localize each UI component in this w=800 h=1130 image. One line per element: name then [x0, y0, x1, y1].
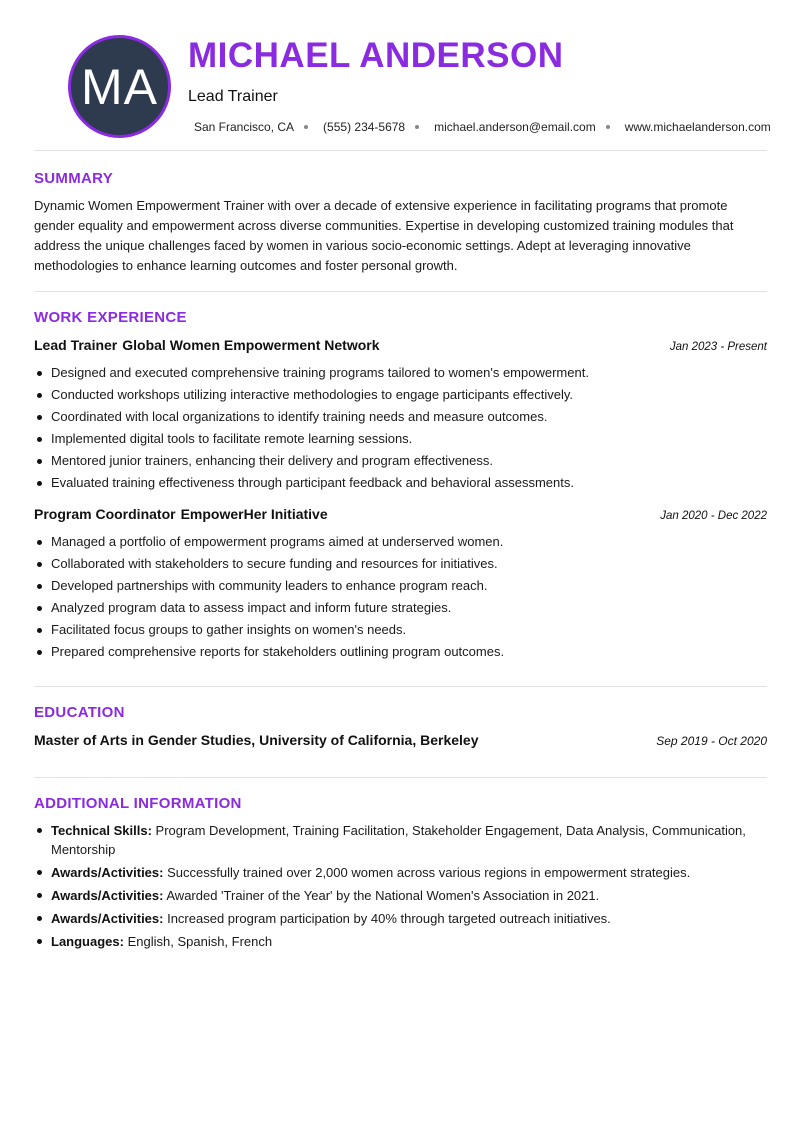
avatar-initials: MA [81, 58, 158, 115]
bullet-item: Collaborated with stakeholders to secure funding and resources for initiatives. [34, 553, 767, 575]
bullet-item: Prepared comprehensive reports for stakeholders outlining program outcomes. [34, 641, 767, 663]
contact-line [194, 120, 771, 134]
contact-website[interactable]: www.michaelanderson.com [624, 120, 771, 134]
info-label: Awards/Activities: [51, 888, 164, 903]
job-dates: Jan 2020 - Dec 2022 [660, 510, 767, 522]
info-item [34, 886, 767, 905]
separator-dot [415, 125, 419, 129]
info-item [34, 909, 767, 928]
info-text: Increased program participation by 40% through targeted outreach initiatives. [167, 911, 611, 926]
job-dates: Jan 2023 - Present [669, 341, 767, 353]
bullet-item: Designed and executed comprehensive training programs tailored to women's empowerment. [34, 362, 767, 384]
job-header [34, 506, 767, 526]
job-bullets [34, 362, 767, 494]
job-position: Lead Trainer [34, 337, 118, 353]
info-item [34, 821, 767, 859]
candidate-role: Lead Trainer [188, 88, 278, 105]
work-experience-heading: WORK EXPERIENCE [34, 309, 187, 326]
job-entry [34, 337, 767, 494]
contact-email[interactable]: michael.anderson@email.com [434, 120, 596, 134]
contact-location: San Francisco, CA [194, 120, 295, 134]
job-entry [34, 506, 767, 663]
avatar [68, 35, 171, 138]
info-text: Successfully trained over 2,000 women across various regions in empowerment strategies. [167, 865, 691, 880]
separator-dot [304, 125, 308, 129]
bullet-item: Analyzed program data to assess impact and inform future strategies. [34, 597, 767, 619]
job-title [34, 337, 380, 353]
info-item [34, 863, 767, 882]
job-header [34, 337, 767, 357]
section-divider [34, 777, 767, 778]
job-title [34, 506, 328, 522]
bullet-item: Implemented digital tools to facilitate remote learning sessions. [34, 428, 767, 450]
bullet-item: Facilitated focus groups to gather insights on women's needs. [34, 619, 767, 641]
summary-text: Dynamic Women Empowerment Trainer with over a decade of extensive experience in facilitating programs that promote gender equality and empowerment across diverse communities. Expertise in developing customized training modules that address the unique challenges faced by women in various socio-economic settings. Adept at leveraging innovative methodologies to enhance learning outcomes and foster personal growth. [34, 198, 734, 273]
education-degree: Master of Arts in Gender Studies, University of California, Berkeley [34, 732, 479, 748]
additional-info-heading: ADDITIONAL INFORMATION [34, 795, 242, 812]
info-label: Awards/Activities: [51, 911, 164, 926]
resume-header [34, 0, 771, 150]
bullet-item: Developed partnerships with community leaders to enhance program reach. [34, 575, 767, 597]
contact-phone: (555) 234-5678 [323, 120, 406, 134]
job-company: EmpowerHer Initiative [180, 506, 328, 522]
bullet-item: Evaluated training effectiveness through participant feedback and behavioral assessments. [34, 472, 767, 494]
info-text: Program Development, Training Facilitation, Stakeholder Engagement, Data Analysis, Communication, Mentorship [51, 823, 746, 857]
bullet-item: Managed a portfolio of empowerment programs aimed at underserved women. [34, 531, 767, 553]
info-text: Awarded 'Trainer of the Year' by the National Women's Association in 2021. [166, 888, 600, 903]
section-divider [34, 686, 767, 687]
separator-dot [606, 125, 610, 129]
summary-heading: SUMMARY [34, 170, 114, 187]
education-entry [34, 732, 767, 748]
info-text: English, Spanish, French [127, 934, 273, 949]
candidate-name: MICHAEL ANDERSON [188, 36, 564, 75]
info-label: Technical Skills: [51, 823, 152, 838]
section-divider [34, 291, 767, 292]
job-bullets [34, 531, 767, 663]
education-heading: EDUCATION [34, 704, 125, 721]
info-item [34, 932, 767, 951]
job-company: Global Women Empowerment Network [122, 337, 380, 353]
info-label: Languages: [51, 934, 124, 949]
education-dates: Sep 2019 - Oct 2020 [656, 734, 767, 748]
info-label: Awards/Activities: [51, 865, 164, 880]
bullet-item: Conducted workshops utilizing interactive methodologies to engage participants effectively. [34, 384, 767, 406]
bullet-item: Mentored junior trainers, enhancing their delivery and program effectiveness. [34, 450, 767, 472]
bullet-item: Coordinated with local organizations to identify training needs and measure outcomes. [34, 406, 767, 428]
additional-info-list [34, 821, 767, 955]
job-position: Program Coordinator [34, 506, 176, 522]
section-divider [34, 150, 767, 151]
